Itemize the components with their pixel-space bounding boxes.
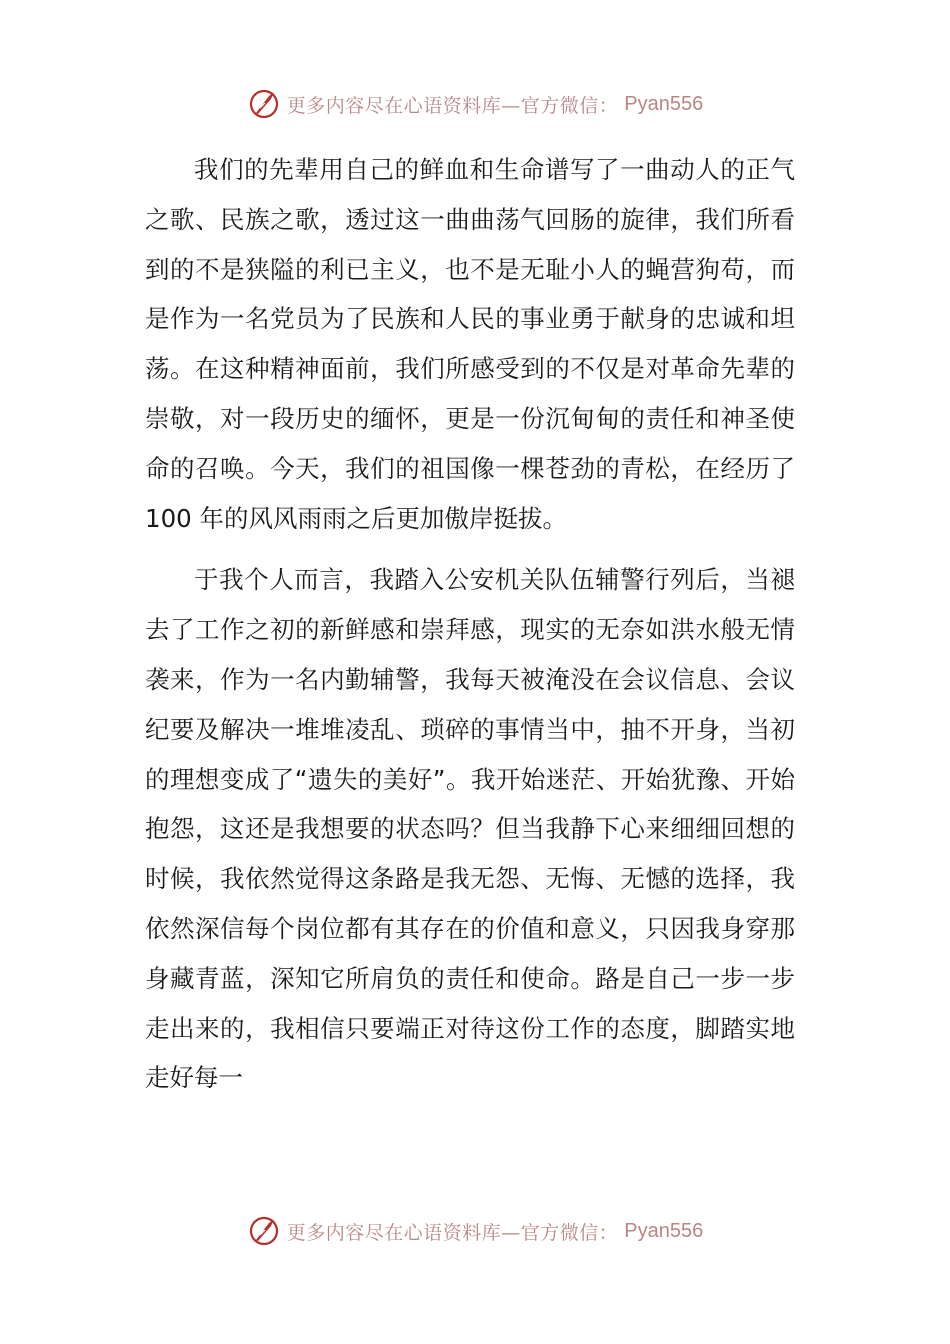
paragraph-2: 于我个人而言，我踏入公安机关队伍辅警行列后，当褪去了工作之初的新鲜感和崇拜感，现实的无奈如洪水般无情袭来，作为一名内勤辅警，我每天被淹没在会议信息、会议纪要及解决一堆堆凌乱、琐碎的事情当中，抽不开身，当初的理想变成了“遗失的美好”。我开始迷茫、开始犹豫、开始抱怨，这还是我想要的状态吗？但当我静下心来细细回想的时候，我依然觉得这条路是我无怨、无悔、无憾的选择，我依然深信每个岗位都有其存在的价值和意义，只因我身穿那身藏青蓝，深知它所肩负的责任和使命。路是自己一步一步走出来的，我相信只要端正对待这份工作的态度，脚踏实地走好每一 [145, 565, 795, 1093]
document-body [145, 145, 795, 1103]
watermark-wechat-id: Pyan556 [624, 92, 704, 115]
quill-logo-icon [247, 87, 281, 121]
paragraph-1: 我们的先辈用自己的鲜血和生命谱写了一曲动人的正气之歌、民族之歌，透过这一曲曲荡气回肠的旋律，我们所看到的不是狭隘的利已主义，也不是无耻小人的蝇营狗苟，而是作为一名党员为了民族和人民的事业勇于献身的忠诚和坦荡。在这种精神面前，我们所感受到的不仅是对革命先辈的崇敬，对一段历史的缅怀，更是一份沉甸甸的责任和神圣使命的召唤。今天，我们的祖国像一棵苍劲的青松，在经历了 100 年的风风雨雨之后更加傲岸挺拔。 [145, 155, 795, 533]
header-watermark [0, 84, 950, 124]
watermark-text: 更多内容尽在心语资料库—官方微信： [286, 94, 619, 117]
watermark-wechat-id: Pyan556 [624, 1219, 704, 1242]
footer-watermark [0, 1211, 950, 1251]
quill-logo-icon [247, 1214, 281, 1248]
watermark-text: 更多内容尽在心语资料库—官方微信： [286, 1221, 619, 1244]
